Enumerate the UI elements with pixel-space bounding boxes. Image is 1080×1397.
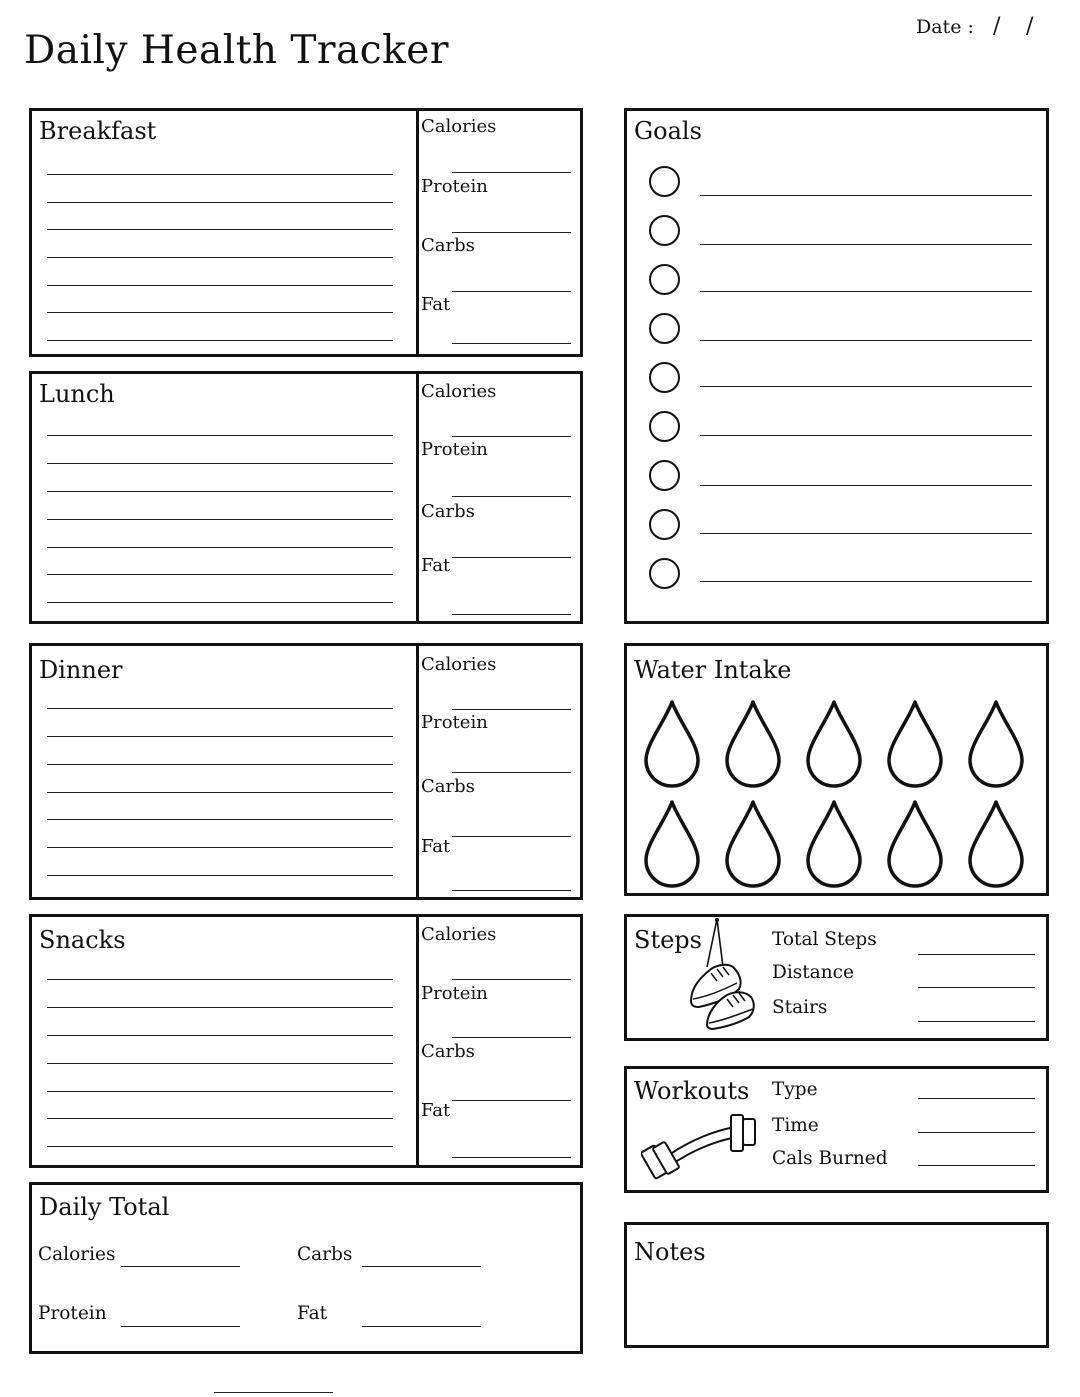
sneakers-icon — [687, 917, 759, 1035]
write-line[interactable] — [47, 708, 393, 709]
stairs-label: Stairs — [772, 997, 828, 1018]
write-line[interactable] — [47, 340, 393, 341]
daily-total-section — [29, 1182, 583, 1354]
goal-line[interactable] — [700, 244, 1032, 245]
write-line[interactable] — [47, 547, 393, 548]
steps-section — [624, 914, 1049, 1041]
fat-label: Fat — [421, 1100, 451, 1121]
carbs-label: Carbs — [421, 501, 475, 522]
goal-line[interactable] — [700, 386, 1032, 387]
meal-notes-area — [32, 917, 419, 1165]
meal-notes-area — [32, 646, 419, 897]
calories-label: Calories — [421, 654, 497, 675]
carbs-field[interactable] — [452, 557, 571, 558]
workouts-section — [624, 1066, 1049, 1193]
write-line[interactable] — [47, 1118, 393, 1119]
total-calories-field[interactable] — [121, 1266, 240, 1267]
water-drop-icon[interactable] — [805, 699, 863, 789]
goal-checkbox[interactable] — [649, 362, 680, 393]
total-protein-label: Protein — [38, 1303, 107, 1324]
write-line[interactable] — [47, 435, 393, 436]
dinner-section — [29, 643, 583, 900]
workout-time-label: Time — [772, 1115, 819, 1136]
goal-checkbox[interactable] — [649, 313, 680, 344]
total-protein-field[interactable] — [121, 1326, 240, 1327]
goal-line[interactable] — [700, 291, 1032, 292]
protein-field[interactable] — [452, 232, 571, 233]
write-line[interactable] — [47, 463, 393, 464]
water-drop-icon[interactable] — [967, 699, 1025, 789]
goal-checkbox[interactable] — [649, 509, 680, 540]
water-drop-icon[interactable] — [724, 799, 782, 889]
section-title: Workouts — [634, 1077, 750, 1105]
water-intake-section — [624, 643, 1049, 896]
write-line[interactable] — [47, 1091, 393, 1092]
cals-burned-field[interactable] — [918, 1165, 1035, 1166]
page-title: Daily Health Tracker — [24, 28, 450, 73]
carbs-label: Carbs — [421, 776, 475, 797]
carbs-label: Carbs — [421, 235, 475, 256]
cals-burned-label: Cals Burned — [772, 1148, 888, 1169]
total-calories-label: Calories — [38, 1244, 116, 1265]
section-title: Daily Total — [39, 1193, 170, 1221]
total-carbs-field[interactable] — [362, 1266, 481, 1267]
notes-section[interactable] — [624, 1222, 1049, 1348]
goal-line[interactable] — [700, 340, 1032, 341]
write-line[interactable] — [47, 792, 393, 793]
section-title: Snacks — [39, 926, 126, 954]
calories-label: Calories — [421, 116, 497, 137]
total-steps-label: Total Steps — [772, 929, 877, 950]
section-title: Lunch — [39, 380, 115, 408]
total-fat-field[interactable] — [362, 1326, 481, 1327]
write-line[interactable] — [47, 1035, 393, 1036]
calories-label: Calories — [421, 381, 497, 402]
write-line[interactable] — [47, 257, 393, 258]
section-title: Steps — [634, 926, 702, 954]
goal-line[interactable] — [700, 485, 1032, 486]
section-title: Water Intake — [634, 656, 792, 684]
write-line[interactable] — [47, 285, 393, 286]
carbs-field[interactable] — [452, 291, 571, 292]
date-label: Date : — [916, 16, 974, 38]
workout-type-field[interactable] — [918, 1098, 1035, 1099]
fat-label: Fat — [421, 836, 451, 857]
total-carbs-label: Carbs — [297, 1244, 353, 1265]
meal-notes-area — [32, 111, 419, 354]
breakfast-section — [29, 108, 583, 357]
fat-label: Fat — [421, 294, 451, 315]
goal-line[interactable] — [700, 435, 1032, 436]
protein-label: Protein — [421, 439, 488, 460]
section-title: Dinner — [39, 656, 123, 684]
protein-field[interactable] — [452, 1037, 571, 1038]
lunch-section — [29, 371, 583, 624]
write-line[interactable] — [47, 519, 393, 520]
goal-checkbox[interactable] — [649, 558, 680, 589]
protein-field[interactable] — [452, 496, 571, 497]
goal-checkbox[interactable] — [649, 264, 680, 295]
write-line[interactable] — [47, 979, 393, 980]
write-line[interactable] — [47, 202, 393, 203]
goal-line[interactable] — [700, 195, 1032, 196]
write-line[interactable] — [47, 1063, 393, 1064]
section-title: Goals — [634, 117, 702, 145]
distance-field[interactable] — [918, 987, 1035, 988]
write-line[interactable] — [47, 574, 393, 575]
water-drop-icon[interactable] — [967, 799, 1025, 889]
protein-label: Protein — [421, 983, 488, 1004]
write-line[interactable] — [47, 847, 393, 848]
goals-section — [624, 108, 1049, 624]
write-line[interactable] — [47, 174, 393, 175]
water-drop-icon[interactable] — [886, 799, 944, 889]
goal-line[interactable] — [700, 581, 1032, 582]
write-line[interactable] — [47, 491, 393, 492]
total-steps-field[interactable] — [918, 954, 1035, 955]
meal-notes-area — [32, 374, 419, 621]
carbs-field[interactable] — [452, 1100, 571, 1101]
workout-time-field[interactable] — [918, 1132, 1035, 1133]
write-line[interactable] — [47, 1007, 393, 1008]
calories-field[interactable] — [452, 709, 571, 710]
write-line[interactable] — [47, 1146, 393, 1147]
write-line[interactable] — [47, 819, 393, 820]
water-drop-icon[interactable] — [724, 699, 782, 789]
dumbbell-icon — [641, 1107, 761, 1189]
write-line[interactable] — [47, 736, 393, 737]
write-line[interactable] — [47, 875, 393, 876]
write-line[interactable] — [47, 602, 393, 603]
section-title: Notes — [634, 1238, 706, 1266]
protein-label: Protein — [421, 176, 488, 197]
fat-field[interactable] — [452, 614, 571, 615]
date-separator: / — [1026, 14, 1034, 39]
goal-checkbox[interactable] — [649, 411, 680, 442]
goal-checkbox[interactable] — [649, 460, 680, 491]
goal-checkbox[interactable] — [649, 215, 680, 246]
fat-field[interactable] — [452, 343, 571, 344]
stairs-field[interactable] — [918, 1021, 1035, 1022]
date-separator: / — [993, 14, 1001, 39]
calories-field[interactable] — [452, 979, 571, 980]
distance-label: Distance — [772, 962, 854, 983]
fat-field[interactable] — [452, 890, 571, 891]
water-drop-icon[interactable] — [886, 699, 944, 789]
snacks-section — [29, 914, 583, 1168]
footer-line — [214, 1392, 333, 1393]
carbs-label: Carbs — [421, 1041, 475, 1062]
section-title: Breakfast — [39, 117, 157, 145]
write-line[interactable] — [47, 312, 393, 313]
protein-field[interactable] — [452, 772, 571, 773]
write-line[interactable] — [47, 229, 393, 230]
fat-label: Fat — [421, 555, 451, 576]
calories-field[interactable] — [452, 172, 571, 173]
workout-type-label: Type — [772, 1079, 818, 1100]
water-drop-icon[interactable] — [643, 699, 701, 789]
goal-checkbox[interactable] — [649, 166, 680, 197]
carbs-field[interactable] — [452, 836, 571, 837]
calories-field[interactable] — [452, 436, 571, 437]
calories-label: Calories — [421, 924, 497, 945]
water-drop-icon[interactable] — [643, 799, 701, 889]
water-drop-icon[interactable] — [805, 799, 863, 889]
protein-label: Protein — [421, 712, 488, 733]
total-fat-label: Fat — [297, 1303, 328, 1324]
fat-field[interactable] — [452, 1157, 571, 1158]
goal-line[interactable] — [700, 533, 1032, 534]
write-line[interactable] — [47, 764, 393, 765]
